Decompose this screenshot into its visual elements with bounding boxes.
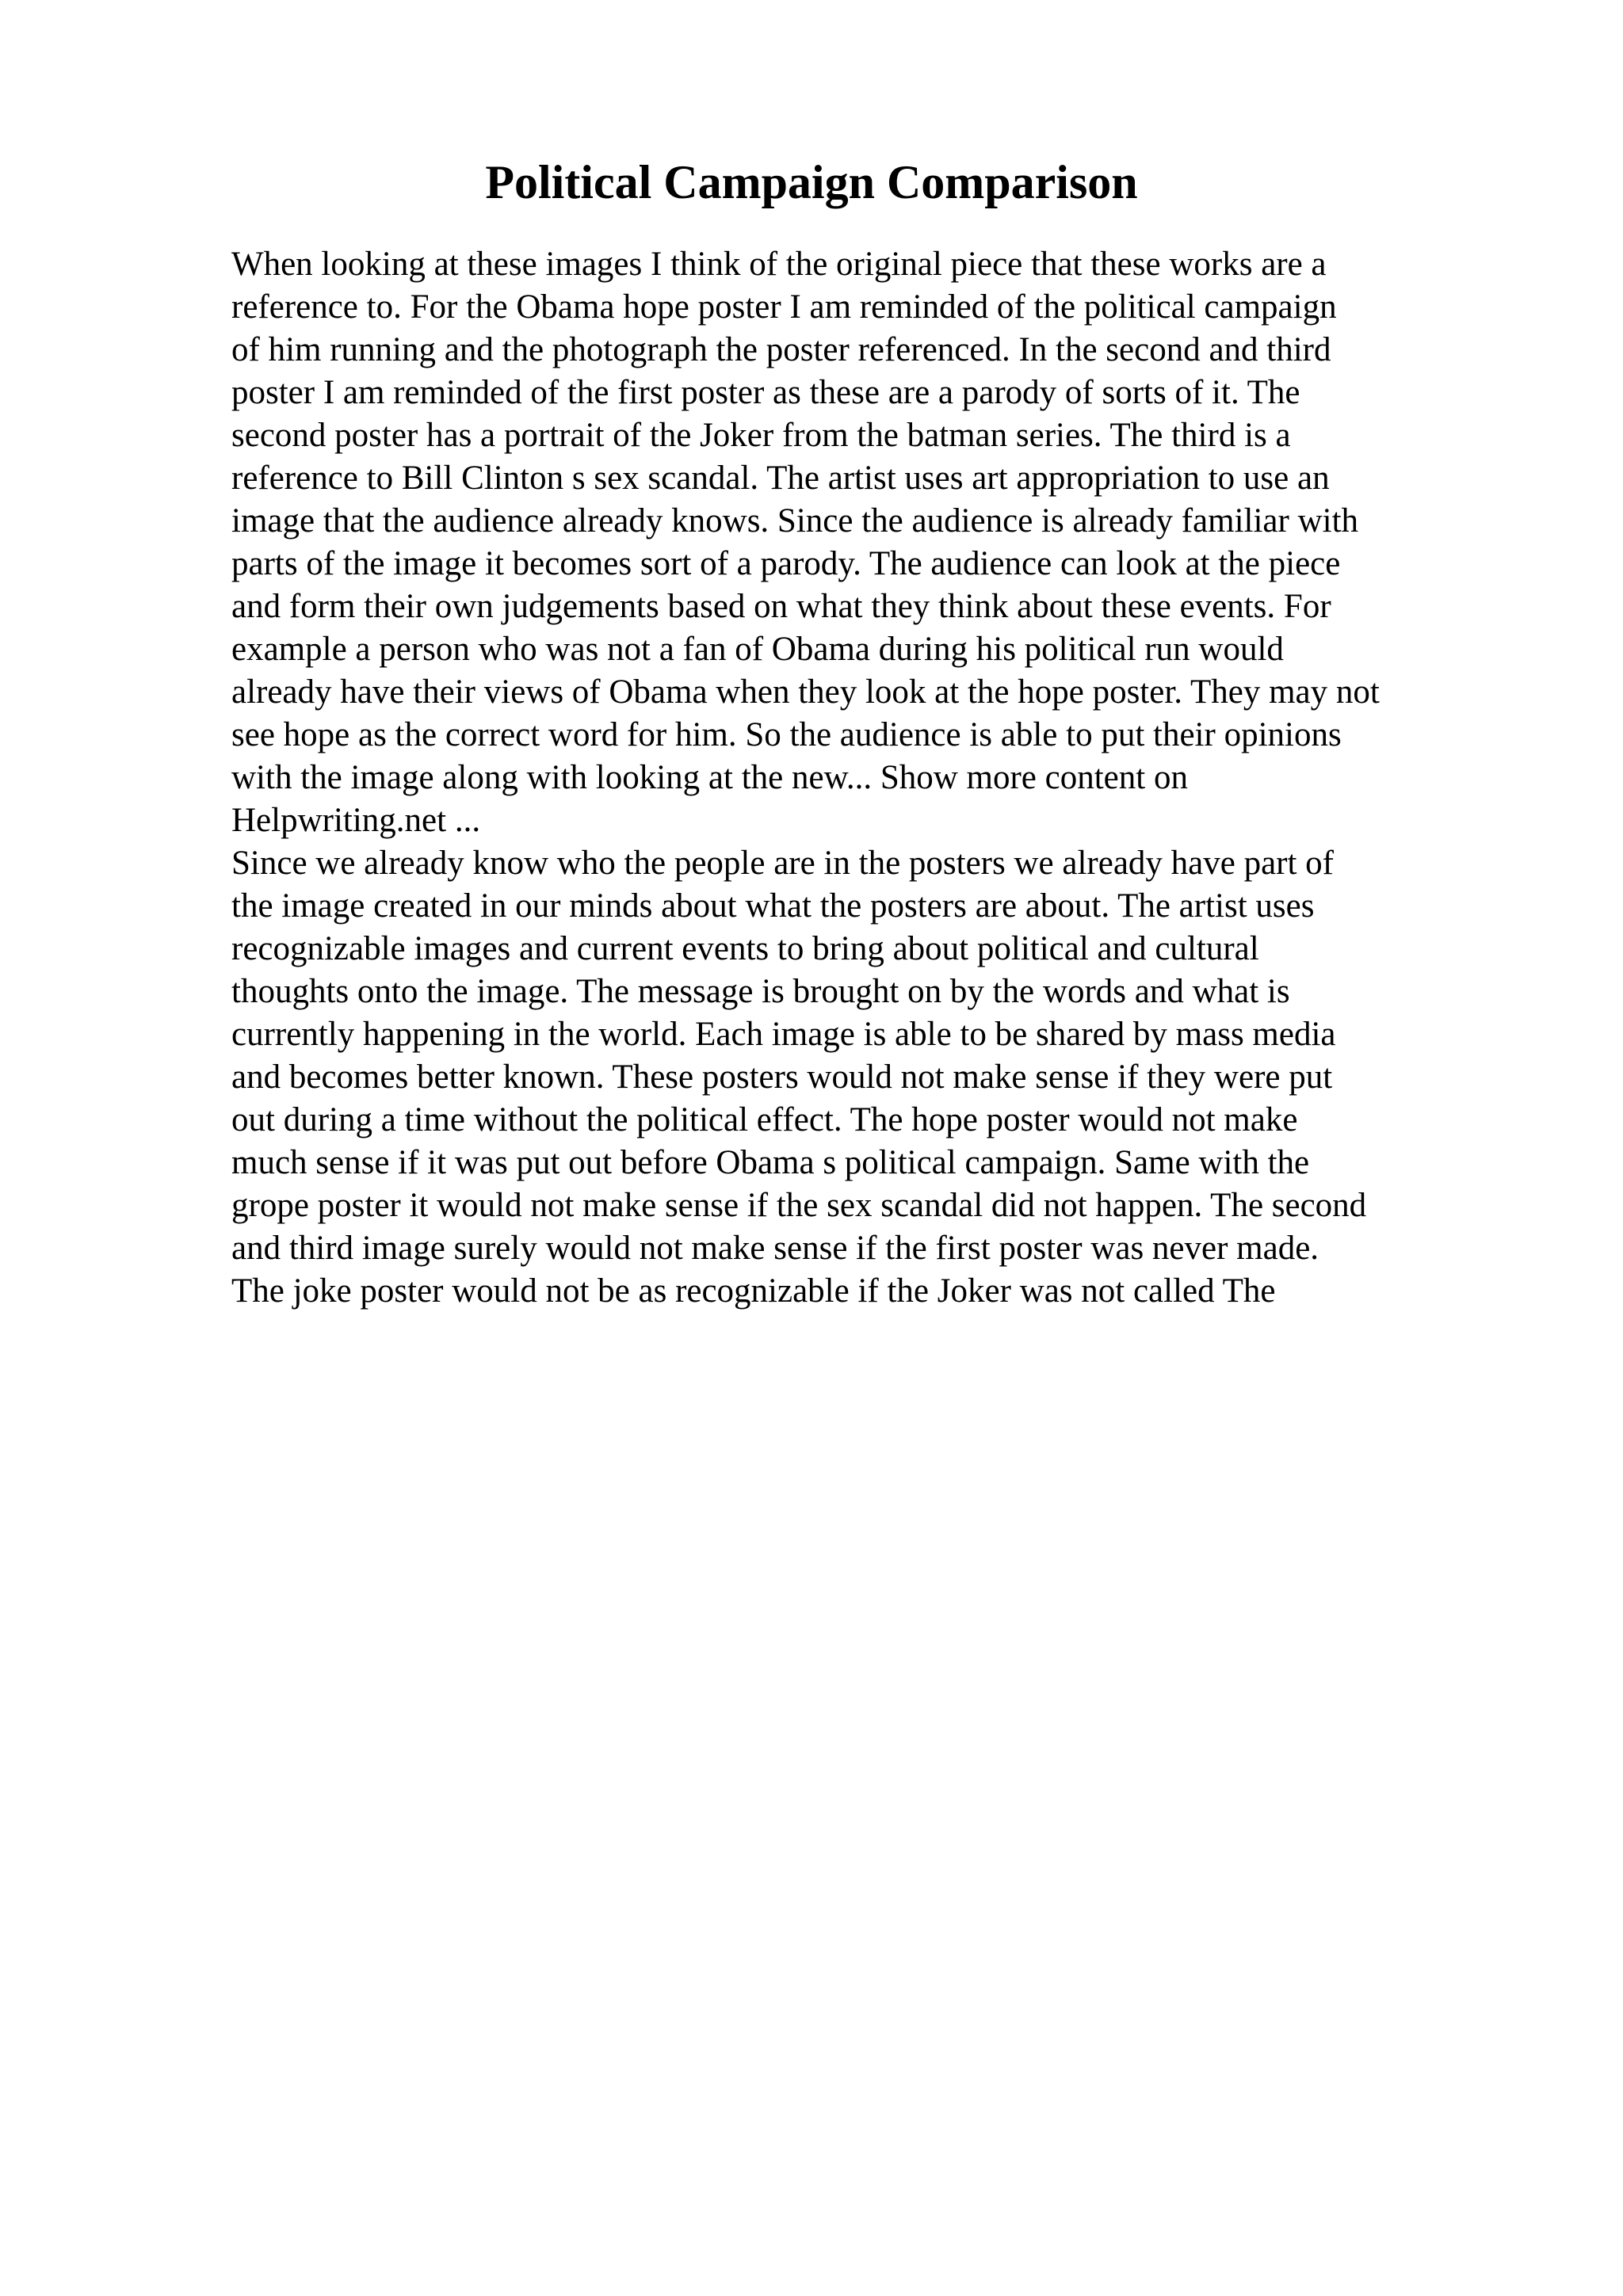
body-line: recognizable images and current events to bring about political and cultural xyxy=(231,930,1259,967)
body-line: grope poster it would not make sense if the sex scandal did not happen. The second xyxy=(231,1187,1367,1224)
body-line: with the image along with looking at the new... Show more content on xyxy=(231,759,1188,796)
body-line: already have their views of Obama when they look at the hope poster. They may not xyxy=(231,673,1380,711)
body-line: and becomes better known. These posters would not make sense if they were put xyxy=(231,1058,1333,1096)
body-line: image that the audience already knows. Since the audience is already familiar with xyxy=(231,502,1359,540)
document-body xyxy=(231,243,1499,1313)
body-line: second poster has a portrait of the Joker from the batman series. The third is a xyxy=(231,417,1291,454)
body-line: and form their own judgements based on what they think about these events. For xyxy=(231,588,1331,625)
body-line: The joke poster would not be as recognizable if the Joker was not called The xyxy=(231,1272,1276,1310)
body-line: reference to Bill Clinton s sex scandal. The artist uses art appropriation to use an xyxy=(231,460,1330,497)
body-line: When looking at these images I think of the original piece that these works are a xyxy=(231,246,1327,283)
body-line: poster I am reminded of the first poster as these are a parody of sorts of it. The xyxy=(231,374,1300,411)
body-line: parts of the image it becomes sort of a parody. The audience can look at the piece xyxy=(231,545,1341,582)
document-title: Political Campaign Comparison xyxy=(485,156,1138,208)
body-line: and third image surely would not make sense if the first poster was never made. xyxy=(231,1230,1319,1267)
body-line: of him running and the photograph the poster referenced. In the second and third xyxy=(231,331,1331,368)
body-line: out during a time without the political effect. The hope poster would not make xyxy=(231,1101,1298,1138)
body-line: reference to. For the Obama hope poster I am reminded of the political campaign xyxy=(231,288,1337,326)
body-line: Helpwriting.net ... xyxy=(231,802,481,839)
body-line: currently happening in the world. Each image is able to be shared by mass media xyxy=(231,1016,1336,1053)
body-line: example a person who was not a fan of Obama during his political run would xyxy=(231,631,1284,668)
body-line: much sense if it was put out before Obama s political campaign. Same with the xyxy=(231,1144,1310,1181)
body-line: the image created in our minds about what the posters are about. The artist uses xyxy=(231,887,1315,925)
body-line: see hope as the correct word for him. So the audience is able to put their opinions xyxy=(231,716,1342,753)
body-line: Since we already know who the people are in the posters we already have part of xyxy=(231,845,1334,882)
body-line: thoughts onto the image. The message is brought on by the words and what is xyxy=(231,973,1290,1010)
